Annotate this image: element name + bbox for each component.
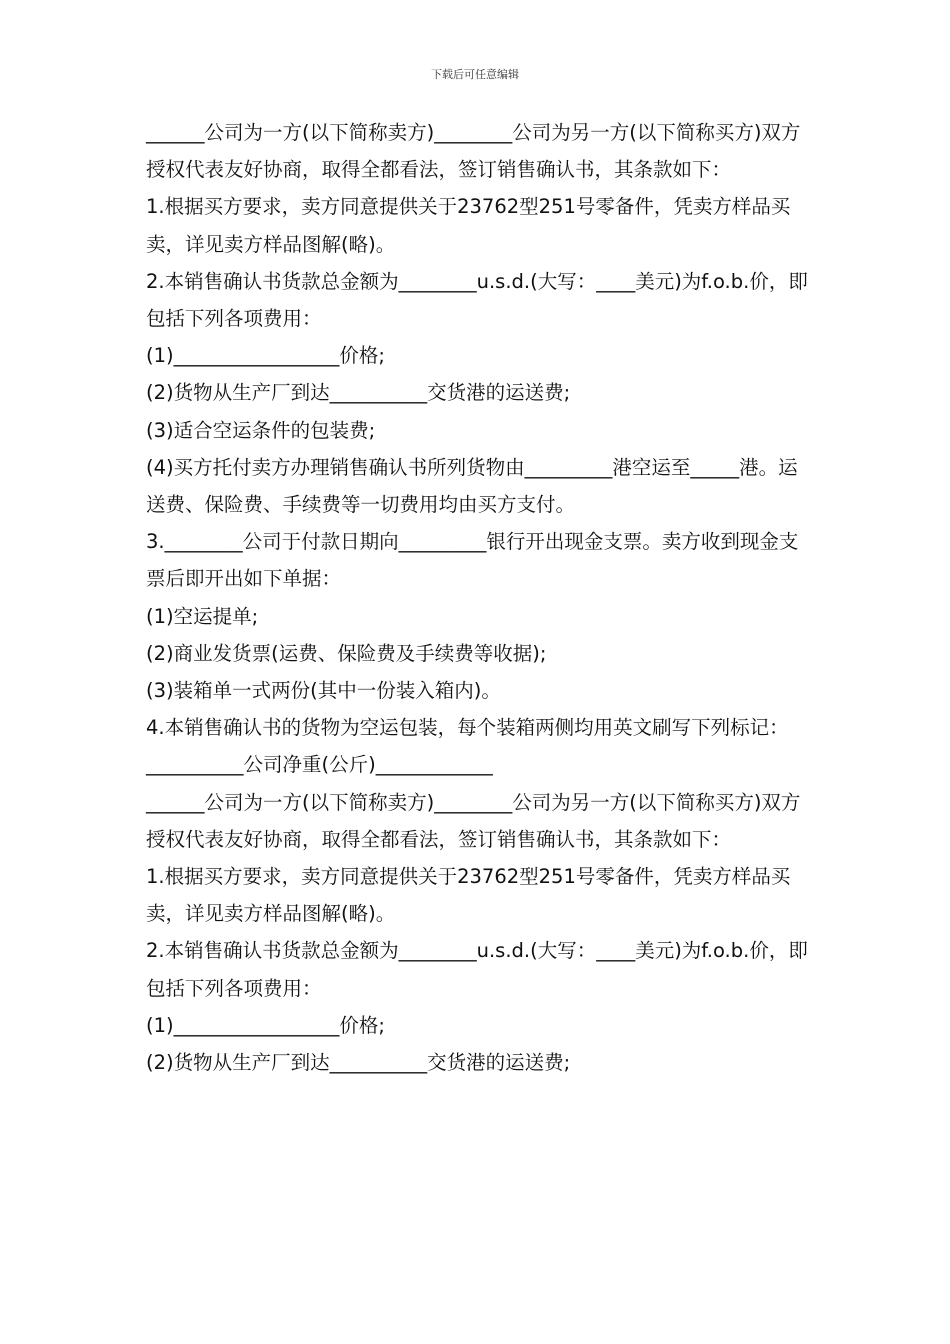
paragraph: 2.本销售确认书货款总金额为________u.s.d.(大写：____美元)为f.o.b.价，即包括下列各项费用： [146, 269, 808, 331]
paragraph: (3)适合空运条件的包装费; [146, 418, 376, 442]
paragraph: 1.根据买方要求，卖方同意提供关于23762型251号零备件，凭卖方样品买卖，详见卖方样品图解(略)。 [146, 195, 791, 256]
paragraph: (2)商业发货票(运费、保险费及手续费等收据); [146, 641, 547, 665]
paragraph: 1.根据买方要求，卖方同意提供关于23762型251号零备件，凭卖方样品买卖，详见卖方样品图解(略)。 [146, 865, 791, 926]
paragraph: __________公司净重(公斤)____________ [146, 753, 493, 777]
paragraph: (2)货物从生产厂到达__________交货港的运送费; [146, 381, 571, 405]
page-header: 下载后可任意编辑 [431, 68, 519, 81]
paragraph: 2.本销售确认书货款总金额为________u.s.d.(大写：____美元)为f.o.b.价，即包括下列各项费用： [146, 939, 808, 1000]
paragraph: ______公司为一方(以下简称卖方)________公司为另一方(以下简称买方)双方授权代表友好协商，取得全都看法，签订销售确认书，其条款如下： [146, 790, 801, 851]
paragraph: (1)_________________价格; [146, 1013, 385, 1037]
paragraph: (1)_________________价格; [146, 344, 385, 368]
paragraph: (2)货物从生产厂到达__________交货港的运送费; [146, 1051, 571, 1075]
paragraph: 4.本销售确认书的货物为空运包装，每个装箱两侧均用英文刷写下列标记： [146, 716, 789, 740]
paragraph: (1)空运提单; [146, 604, 259, 628]
paragraph: (4)买方托付卖方办理销售确认书所列货物由_________港空运至_____港。运送费、保险费、手续费等一切费用均由买方支付。 [146, 455, 798, 517]
paragraph: ______公司为一方(以下简称卖方)________公司为另一方(以下简称买方)双方授权代表友好协商，取得全都看法，签订销售确认书，其条款如下： [146, 121, 801, 182]
document-body [146, 114, 808, 1081]
paragraph: 3.________公司于付款日期向_________银行开出现金支票。卖方收到现金支票后即开出如下单据： [146, 530, 799, 591]
paragraph: (3)装箱单一式两份(其中一份装入箱内)。 [146, 679, 501, 703]
